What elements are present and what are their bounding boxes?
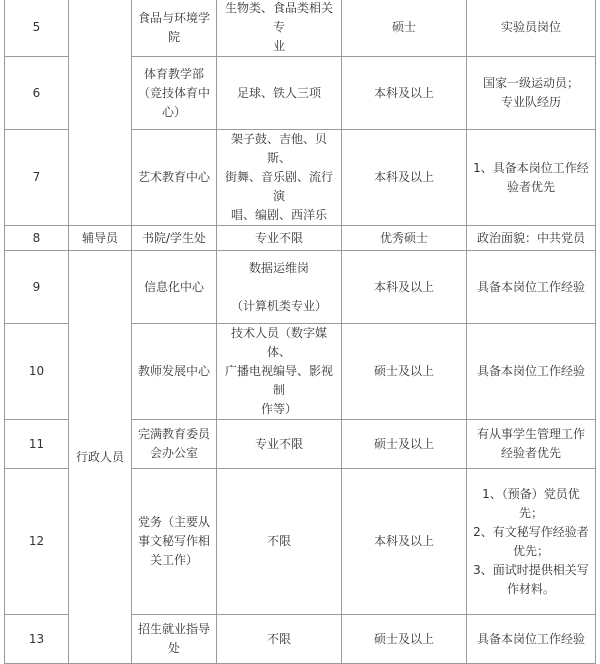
department-cell: 食品与环境学 院 bbox=[132, 0, 217, 57]
requirement-cell: 具备本岗位工作经验 bbox=[467, 615, 596, 664]
requirement-cell: 具备本岗位工作经验 bbox=[467, 324, 596, 420]
education-cell: 本科及以上 bbox=[342, 251, 467, 324]
table-row bbox=[5, 251, 596, 324]
row-number: 6 bbox=[5, 57, 69, 130]
major-cell: 不限 bbox=[217, 615, 342, 664]
department-cell: 党务（主要从 事文秘写作相 关工作） bbox=[132, 469, 217, 615]
department-cell: 招生就业指导 处 bbox=[132, 615, 217, 664]
major-cell: 不限 bbox=[217, 469, 342, 615]
department-cell: 教师发展中心 bbox=[132, 324, 217, 420]
department-cell: 艺术教育中心 bbox=[132, 130, 217, 226]
major-cell: 足球、铁人三项 bbox=[217, 57, 342, 130]
category-cell-group: 行政人员 bbox=[69, 251, 132, 664]
requirement-cell: 1、具备本岗位工作经 验者优先 bbox=[467, 130, 596, 226]
requirement-cell: 国家一级运动员； 专业队经历 bbox=[467, 57, 596, 130]
requirement-cell: 实验员岗位 bbox=[467, 0, 596, 57]
education-cell: 优秀硕士 bbox=[342, 226, 467, 251]
department-cell: 信息化中心 bbox=[132, 251, 217, 324]
education-cell: 硕士 bbox=[342, 0, 467, 57]
recruitment-table bbox=[4, 0, 596, 664]
row-number: 7 bbox=[5, 130, 69, 226]
table-row bbox=[5, 0, 596, 57]
row-number: 8 bbox=[5, 226, 69, 251]
requirement-cell: 具备本岗位工作经验 bbox=[467, 251, 596, 324]
education-cell: 本科及以上 bbox=[342, 130, 467, 226]
department-cell: 书院/学生处 bbox=[132, 226, 217, 251]
row-number: 9 bbox=[5, 251, 69, 324]
education-cell: 本科及以上 bbox=[342, 57, 467, 130]
category-cell: 辅导员 bbox=[69, 226, 132, 251]
education-cell: 硕士及以上 bbox=[342, 324, 467, 420]
education-cell: 硕士及以上 bbox=[342, 420, 467, 469]
requirement-cell: 1、（预备）党员优 先； 2、有文秘写作经验者 优先； 3、面试时提供相关写 作材料。 bbox=[467, 469, 596, 615]
education-cell: 本科及以上 bbox=[342, 469, 467, 615]
row-number: 5 bbox=[5, 0, 69, 57]
row-number: 10 bbox=[5, 324, 69, 420]
department-cell: 完满教育委员 会办公室 bbox=[132, 420, 217, 469]
education-cell: 硕士及以上 bbox=[342, 615, 467, 664]
category-cell bbox=[69, 0, 132, 226]
requirement-cell: 有从事学生管理工作 经验者优先 bbox=[467, 420, 596, 469]
row-number: 11 bbox=[5, 420, 69, 469]
major-cell: 专业不限 bbox=[217, 226, 342, 251]
major-cell: 技术人员（数字媒体、 广播电视编导、影视制 作等） bbox=[217, 324, 342, 420]
row-number: 12 bbox=[5, 469, 69, 615]
major-cell: 生物类、食品类相关专 业 bbox=[217, 0, 342, 57]
requirement-cell: 政治面貌：中共党员 bbox=[467, 226, 596, 251]
major-cell: 架子鼓、吉他、贝斯、 街舞、音乐剧、流行演 唱、编剧、西洋乐 bbox=[217, 130, 342, 226]
major-cell: 数据运维岗 （计算机类专业） bbox=[217, 251, 342, 324]
major-cell: 专业不限 bbox=[217, 420, 342, 469]
department-cell: 体育教学部 （竞技体育中 心） bbox=[132, 57, 217, 130]
table-row bbox=[5, 226, 596, 251]
row-number: 13 bbox=[5, 615, 69, 664]
